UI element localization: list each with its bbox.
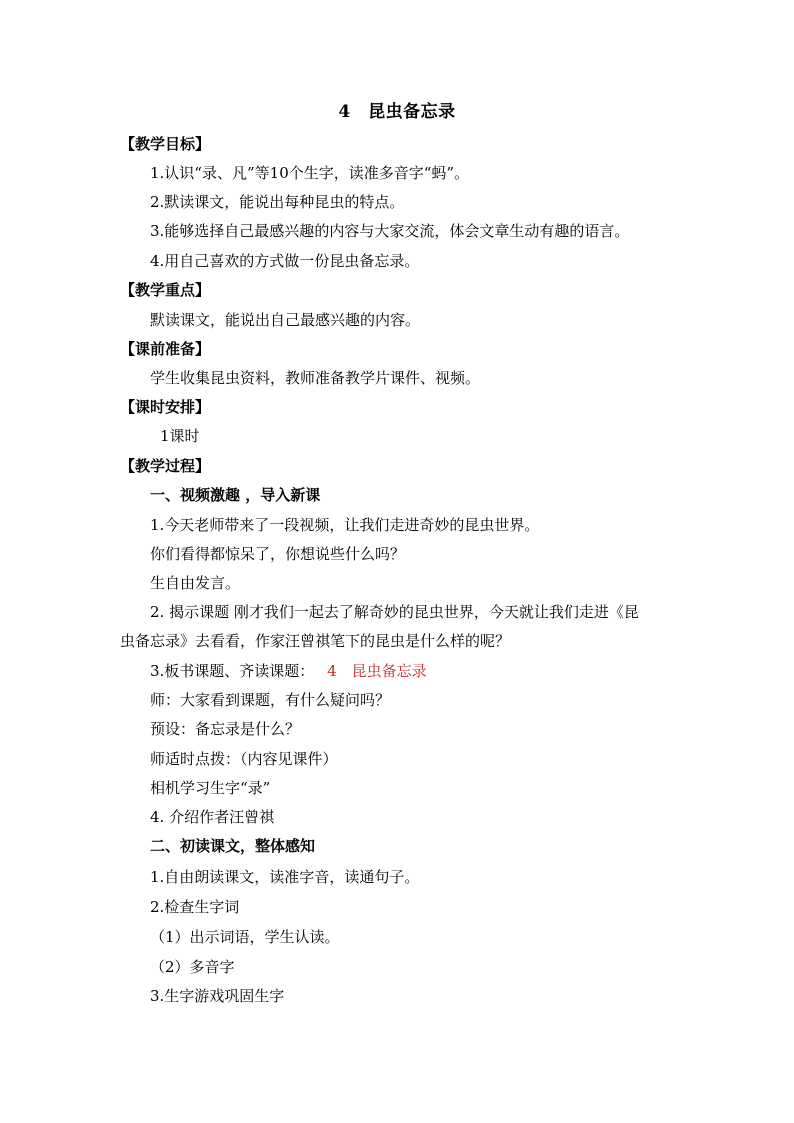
objective-item: 1.认识“录、凡”等10个生字，读准多音字“蚂”。 — [150, 164, 470, 182]
board-title-prefix: 3.板书课题、齐读课题： — [150, 662, 315, 680]
preparation-heading: 【课前准备】 — [120, 340, 211, 358]
process-line: 4. 介绍作者汪曾祺 — [150, 808, 275, 826]
key-points-heading: 【教学重点】 — [120, 281, 211, 299]
objective-item: 2.默读课文，能说出每种昆虫的特点。 — [150, 193, 405, 211]
part1-heading: 一、视频激趣 ，导入新课 — [150, 486, 321, 504]
schedule-text: 1课时 — [160, 427, 200, 445]
process-line: 2. 揭示课题 刚才我们一起去了解奇妙的昆虫世界，今天就让我们走进《昆 — [150, 603, 639, 621]
process-line: 1.自由朗读课文，读准字音，读通句子。 — [150, 868, 420, 886]
process-line: 相机学习生字“录” — [150, 779, 271, 797]
process-line: （2）多音字 — [150, 958, 235, 976]
process-line: 你们看得都惊呆了，你想说些什么吗？ — [150, 545, 406, 563]
objectives-heading: 【教学目标】 — [120, 135, 211, 153]
process-line: 虫备忘录》去看看，作家汪曾祺笔下的昆虫是什么样的呢？ — [120, 632, 511, 650]
key-points-text: 默读课文，能说出自己最感兴趣的内容。 — [150, 311, 421, 329]
objective-item: 3.能够选择自己最感兴趣的内容与大家交流，体会文章生动有趣的语言。 — [150, 222, 630, 240]
process-heading: 【教学过程】 — [120, 457, 211, 475]
process-line: 生自由发言。 — [150, 574, 241, 592]
board-title-line — [150, 660, 427, 682]
process-line: 预设：备忘录是什么？ — [150, 720, 301, 738]
part2-heading: 二、初读课文，整体感知 — [150, 837, 316, 855]
preparation-text: 学生收集昆虫资料，教师准备教学片课件、视频。 — [150, 369, 481, 387]
process-line: 1.今天老师带来了一段视频，让我们走进奇妙的昆虫世界。 — [150, 516, 540, 534]
objective-item: 4.用自己喜欢的方式做一份昆虫备忘录。 — [150, 252, 420, 270]
schedule-heading: 【课时安排】 — [120, 398, 211, 416]
process-line: 师：大家看到课题，有什么疑问吗？ — [150, 691, 391, 709]
board-title-red: 4 昆虫备忘录 — [327, 662, 427, 680]
process-line: 师适时点拨：（内容见课件） — [150, 750, 338, 768]
process-line: （1）出示词语，学生认读。 — [150, 928, 340, 946]
page-title: 4 昆虫备忘录 — [338, 102, 456, 122]
process-line: 3.生字游戏巩固生字 — [150, 987, 285, 1005]
process-line: 2.检查生字词 — [150, 898, 240, 916]
